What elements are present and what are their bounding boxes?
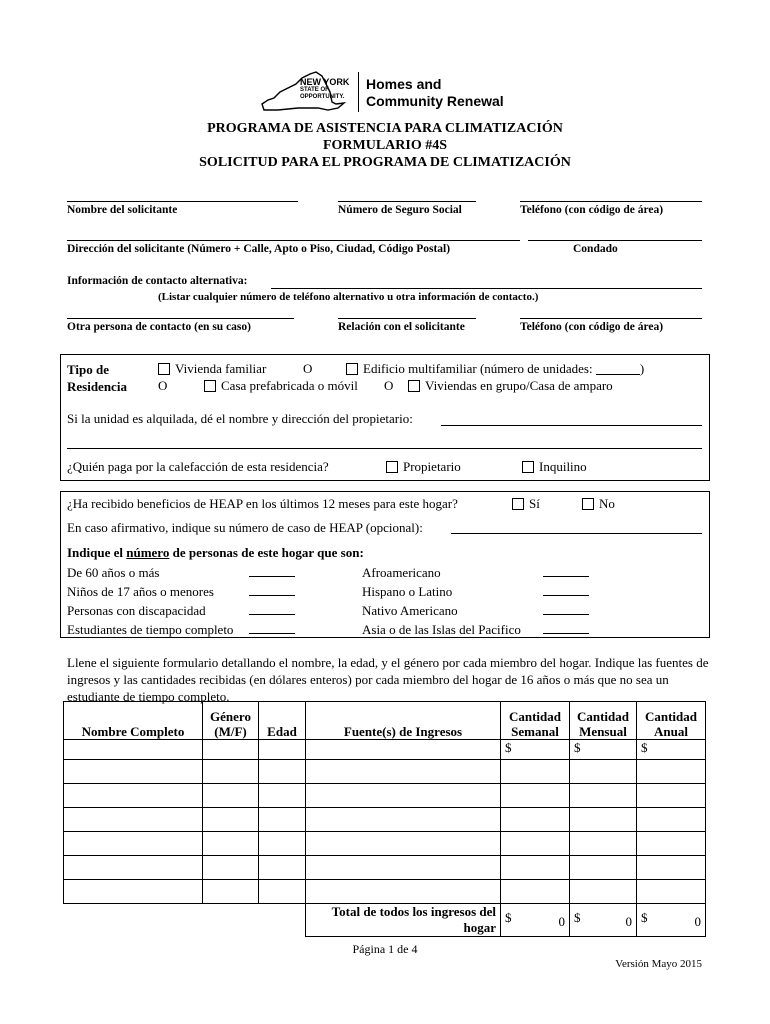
table-header-row <box>64 702 706 740</box>
group-home-option[interactable]: Viviendas en grupo/Casa de amparo <box>408 378 613 394</box>
version-label: Versión Mayo 2015 <box>615 958 702 970</box>
multi-family-option[interactable]: Edificio multifamiliar (número de unidades: ) <box>346 361 644 377</box>
alt-contact-hint: (Listar cualquier número de teléfono alternativo u otra información de contacto.) <box>158 291 539 303</box>
header-name: Nombre Completo <box>64 702 203 740</box>
total-label: Total de todos los ingresos del hogar <box>306 904 501 937</box>
header-monthly: Cantidad Mensual <box>570 702 637 740</box>
mobile-home-option[interactable]: Casa prefabricada o móvil <box>204 378 358 394</box>
mobile-home-checkbox[interactable] <box>204 380 216 392</box>
phone-field[interactable] <box>520 201 702 202</box>
header-annual: Cantidad Anual <box>637 702 706 740</box>
logo-state-line1: NEW YORK <box>300 77 350 87</box>
total-annual: $ 0 <box>637 904 706 937</box>
instructions: Llene el siguiente formulario detallando el nombre, la edad, y el género por cada miembro del hogar. Indique las fuentes de ingresos y las cantidades recibidas (en dólares enteros) por cada miembro del hogar de 16 años o más que no sea un estudiante de tiempo completo. <box>67 655 709 704</box>
header-sources: Fuente(s) de Ingresos <box>306 702 501 740</box>
count-left-list <box>67 563 233 639</box>
table-row <box>64 856 706 880</box>
other-contact-field[interactable] <box>67 318 294 319</box>
total-monthly: $ 0 <box>570 904 637 937</box>
single-family-option[interactable]: Vivienda familiar <box>158 361 266 377</box>
county-label: Condado <box>573 243 618 255</box>
multi-family-checkbox[interactable] <box>346 363 358 375</box>
landlord-field-2[interactable] <box>67 448 702 449</box>
landlord-field-1[interactable] <box>441 425 702 426</box>
form-title <box>0 120 770 171</box>
heap-yes-checkbox[interactable] <box>512 498 524 510</box>
gender-cell[interactable] <box>203 740 259 760</box>
page-number: Página 1 de 4 <box>352 942 418 956</box>
title-line3: SOLICITUD PARA EL PROGRAMA DE CLIMATIZACIÓN <box>199 155 571 170</box>
count-field-disabled[interactable] <box>249 614 295 615</box>
heap-case-label: En caso afirmativo, indique su número de caso de HEAP (opcional): <box>67 520 423 535</box>
logo-agency-line1: Homes and <box>366 76 442 92</box>
logo <box>258 70 518 114</box>
annual-cell[interactable]: $ <box>637 740 706 760</box>
heap-yes-option[interactable]: Sí <box>512 496 540 512</box>
residence-type-label: Tipo de Residencia <box>67 362 127 394</box>
logo-state-line3: OPPORTUNITY. <box>300 94 345 100</box>
table-row <box>64 808 706 832</box>
heat-payer-label: ¿Quién paga por la calefacción de esta residencia? <box>67 459 329 474</box>
header-weekly: Cantidad Semanal <box>501 702 570 740</box>
heap-case-field[interactable] <box>451 533 702 534</box>
household-income-table <box>63 701 706 937</box>
applicant-name-label: Nombre del solicitante <box>67 204 178 216</box>
list-item: Hispano o Latino <box>362 584 453 599</box>
or-separator: O <box>384 378 394 393</box>
monthly-cell[interactable]: $ <box>570 740 637 760</box>
owner-option[interactable]: Propietario <box>386 459 461 475</box>
applicant-name-field[interactable] <box>67 201 298 202</box>
ssn-field[interactable] <box>338 201 476 202</box>
count-intro: Indique el número de personas de este hogar que son: <box>67 545 364 560</box>
tenant-checkbox[interactable] <box>522 461 534 473</box>
ssn-label: Número de Seguro Social <box>338 204 462 216</box>
heap-question: ¿Ha recibido beneficios de HEAP en los últimos 12 meses para este hogar? <box>67 496 458 511</box>
table-row <box>64 740 706 760</box>
weekly-cell[interactable]: $ <box>501 740 570 760</box>
count-field-students[interactable] <box>249 633 295 634</box>
count-field-african-american[interactable] <box>543 576 589 577</box>
count-field-seniors[interactable] <box>249 576 295 577</box>
alt-contact-label: Información de contacto alternativa: <box>67 275 248 287</box>
other-contact-label: Otra persona de contacto (en su caso) <box>67 321 251 333</box>
total-row <box>64 904 706 937</box>
list-item: Niños de 17 años o menores <box>67 584 214 599</box>
table-row <box>64 832 706 856</box>
tenant-option[interactable]: Inquilino <box>522 459 587 475</box>
group-home-checkbox[interactable] <box>408 380 420 392</box>
age-cell[interactable] <box>259 740 306 760</box>
owner-checkbox[interactable] <box>386 461 398 473</box>
landlord-label: Si la unidad es alquilada, dé el nombre y dirección del propietario: <box>67 411 413 426</box>
count-right-list <box>362 563 521 639</box>
count-field-hispanic[interactable] <box>543 595 589 596</box>
or-separator: O <box>158 378 168 393</box>
alt-contact-field[interactable] <box>271 288 702 289</box>
total-weekly: $ 0 <box>501 904 570 937</box>
heap-no-checkbox[interactable] <box>582 498 594 510</box>
phone-label: Teléfono (con código de área) <box>520 204 664 216</box>
address-field[interactable] <box>67 240 520 241</box>
sources-cell[interactable] <box>306 740 501 760</box>
logo-state-line2: STATE OF <box>300 87 329 93</box>
relation-field[interactable] <box>338 318 476 319</box>
count-field-children[interactable] <box>249 595 295 596</box>
list-item: Afroamericano <box>362 565 441 580</box>
list-item: De 60 años o más <box>67 565 160 580</box>
relation-label: Relación con el solicitante <box>338 321 465 333</box>
other-phone-label: Teléfono (con código de área) <box>520 321 664 333</box>
county-field[interactable] <box>528 240 702 241</box>
list-item: Personas con discapacidad <box>67 603 206 618</box>
or-separator: O <box>303 361 313 376</box>
name-cell[interactable] <box>64 740 203 760</box>
single-family-checkbox[interactable] <box>158 363 170 375</box>
table-row <box>64 784 706 808</box>
units-count-field[interactable] <box>596 362 640 375</box>
address-label: Dirección del solicitante (Número + Calle, Apto o Piso, Ciudad, Código Postal) <box>67 243 451 255</box>
other-phone-field[interactable] <box>520 318 702 319</box>
list-item: Asia o de las Islas del Pacifico <box>362 622 521 637</box>
title-line1: PROGRAMA DE ASISTENCIA PARA CLIMATIZACIÓN <box>207 121 563 136</box>
heap-no-option[interactable]: No <box>582 496 615 512</box>
list-item: Nativo Americano <box>362 603 458 618</box>
table-row <box>64 880 706 904</box>
logo-agency-line2: Community Renewal <box>366 93 504 109</box>
header-age: Edad <box>259 702 306 740</box>
table-row <box>64 760 706 784</box>
count-field-asian-pacific[interactable] <box>543 633 589 634</box>
list-item: Estudiantes de tiempo completo <box>67 622 234 637</box>
count-field-native-american[interactable] <box>543 614 589 615</box>
header-gender: Género (M/F) <box>203 702 259 740</box>
title-line2: FORMULARIO #4S <box>322 138 448 153</box>
